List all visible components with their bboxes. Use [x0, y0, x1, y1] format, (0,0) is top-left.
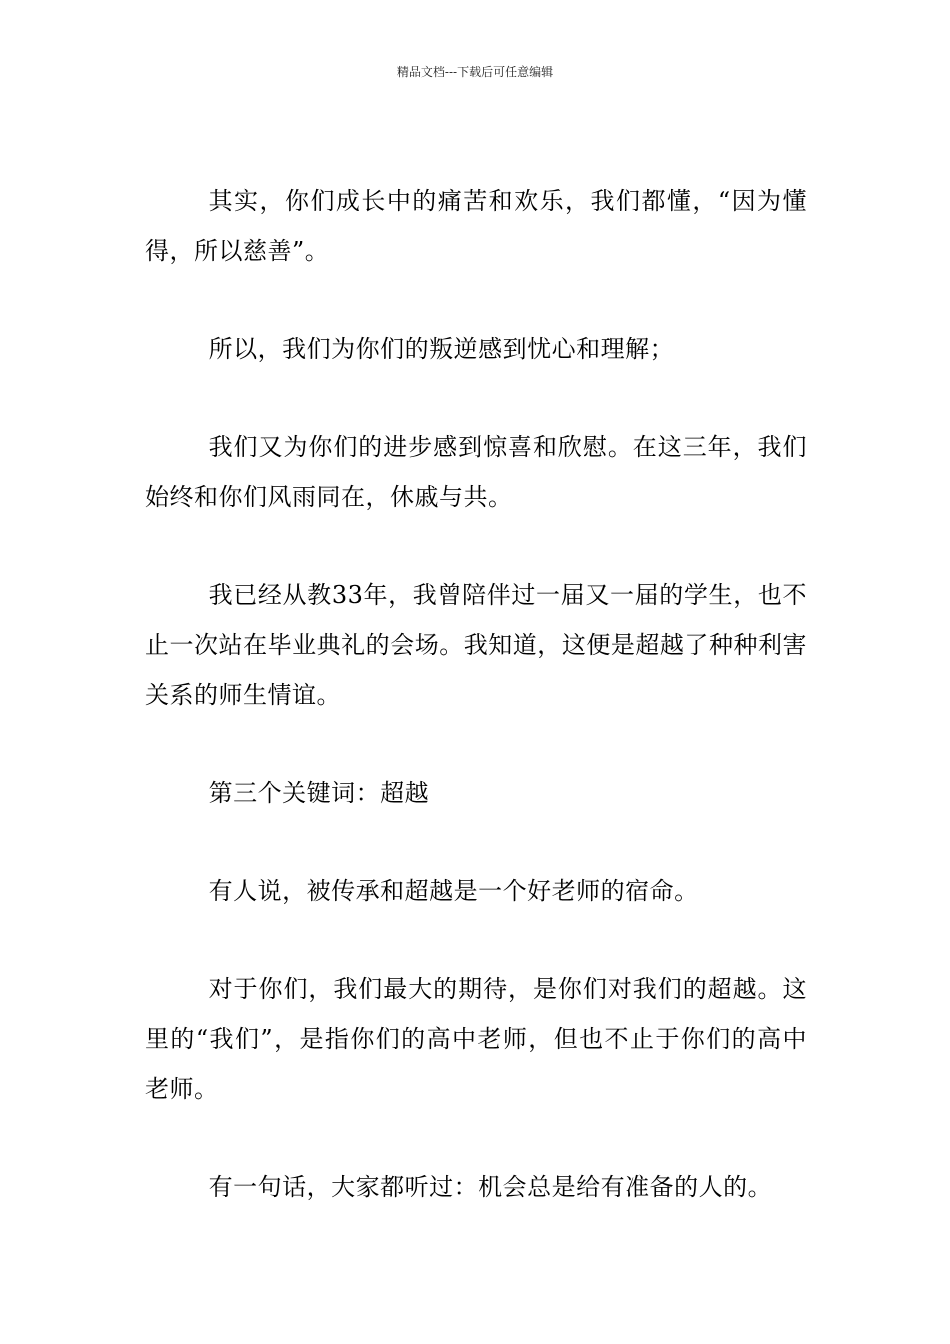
document-body: [145, 176, 807, 1260]
paragraph: 我已经从教33年，我曾陪伴过一届又一届的学生，也不止一次站在毕业典礼的会场。我知道，这便是超越了种种利害关系的师生情谊。: [145, 581, 807, 709]
section-heading: 第三个关键词：超越: [208, 779, 430, 807]
paragraph: 有一句话，大家都听过：机会总是给有准备的人的。: [208, 1173, 773, 1201]
paragraph: 其实，你们成长中的痛苦和欢乐，我们都懂，“因为懂得，所以慈善”。: [145, 187, 807, 265]
paragraph: 有人说，被传承和超越是一个好老师的宿命。: [208, 877, 699, 905]
paragraph: 我们又为你们的进步感到惊喜和欣慰。在这三年，我们始终和你们风雨同在，休戚与共。: [145, 433, 807, 511]
paragraph: 所以，我们为你们的叛逆感到忧心和理解；: [208, 335, 675, 363]
page-header: 精品文档---下载后可任意编辑: [396, 65, 554, 79]
paragraph: 对于你们，我们最大的期待，是你们对我们的超越。这里的“我们”，是指你们的高中老师，但也不止于你们的高中老师。: [145, 975, 807, 1103]
